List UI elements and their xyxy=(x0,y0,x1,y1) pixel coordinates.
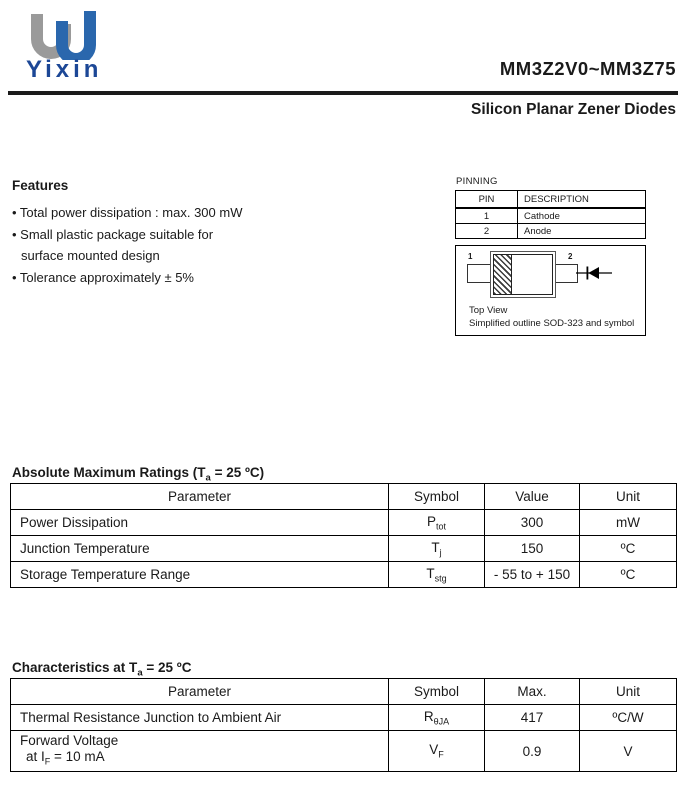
cell-symbol: $T_{stg}$ xyxy=(389,562,485,588)
abs-max-title: Absolute Maximum Ratings ($T_a = 25$ ºC) xyxy=(12,465,265,484)
col-header-parameter: Parameter xyxy=(11,484,389,510)
cell-value: 0.9 xyxy=(485,731,580,772)
abs-max-header-row xyxy=(11,484,677,510)
features-section xyxy=(12,178,342,288)
cell-symbol: $V_F$ xyxy=(389,731,485,772)
cell-unit: ºC xyxy=(580,536,677,562)
col-header-unit: Unit xyxy=(580,679,677,705)
table-row xyxy=(11,510,677,536)
cell-pin: 1 xyxy=(456,208,518,224)
table-row xyxy=(11,731,677,772)
feature-item: • Tolerance approximately ± 5% xyxy=(12,269,194,285)
cell-description: Anode xyxy=(518,224,646,239)
package-pin1-lead xyxy=(467,264,492,283)
abs-max-table xyxy=(10,483,677,588)
cell-value: 417 xyxy=(485,705,580,731)
table-row xyxy=(456,224,646,239)
characteristics-table xyxy=(10,678,677,772)
cell-value: - 55 to + 150 xyxy=(485,562,580,588)
brand-name: Yixin xyxy=(26,56,103,83)
cell-parameter: Forward Voltage at $I_F = 10$ mA xyxy=(11,731,389,772)
features-heading: Features xyxy=(12,178,69,193)
page-subtitle: Silicon Planar Zener Diodes xyxy=(470,101,676,118)
cell-description: Cathode xyxy=(518,208,646,224)
feature-item-continuation: surface mounted design xyxy=(21,248,160,263)
cell-parameter: Junction Temperature xyxy=(11,536,389,562)
col-header-description: DESCRIPTION xyxy=(518,191,646,209)
cell-unit: V xyxy=(580,731,677,772)
col-header-unit: Unit xyxy=(580,484,677,510)
brand-logo-u-icon xyxy=(26,8,106,60)
table-row xyxy=(11,705,677,731)
col-header-value: Value xyxy=(485,484,580,510)
pin1-label: 1 xyxy=(468,252,473,261)
package-outline-box xyxy=(455,245,646,336)
cell-symbol: $T_j$ xyxy=(389,536,485,562)
cell-unit: ºC xyxy=(580,562,677,588)
col-header-parameter: Parameter xyxy=(11,679,389,705)
zener-diode-symbol-icon xyxy=(576,265,612,281)
package-body xyxy=(490,251,556,298)
table-row xyxy=(11,536,677,562)
page-title-part-number: MM3Z2V0~MM3Z75 xyxy=(499,58,676,79)
feature-item: • Total power dissipation : max. 300 mW xyxy=(12,205,243,220)
pinning-header-row xyxy=(456,191,646,209)
cell-parameter: Power Dissipation xyxy=(11,510,389,536)
col-header-symbol: Symbol xyxy=(389,679,485,705)
package-pin2-lead xyxy=(553,264,578,283)
characteristics-title: Characteristics at $T_a = 25$ ºC xyxy=(12,660,192,679)
cell-symbol: $P_{tot}$ xyxy=(389,510,485,536)
cell-value: 150 xyxy=(485,536,580,562)
table-row xyxy=(11,562,677,588)
cathode-band xyxy=(494,255,512,294)
cell-symbol: $R_{\theta JA}$ xyxy=(389,705,485,731)
pinning-table xyxy=(455,190,646,239)
col-header-max: Max. xyxy=(485,679,580,705)
col-header-pin: PIN xyxy=(456,191,518,209)
package-caption-top-view: Top View xyxy=(469,305,508,316)
package-body-inner xyxy=(493,254,553,295)
package-caption-outline: Simplified outline SOD-323 and symbol xyxy=(469,318,635,329)
cell-pin: 2 xyxy=(456,224,518,239)
pin2-label: 2 xyxy=(568,252,573,261)
cell-unit: ºC/W xyxy=(580,705,677,731)
col-header-symbol: Symbol xyxy=(389,484,485,510)
table-row xyxy=(456,208,646,224)
pinning-heading: PINNING xyxy=(456,176,498,187)
header-rule xyxy=(8,91,678,95)
cell-parameter: Storage Temperature Range xyxy=(11,562,389,588)
characteristics-header-row xyxy=(11,679,677,705)
cell-unit: mW xyxy=(580,510,677,536)
cell-parameter: Thermal Resistance Junction to Ambient Air xyxy=(11,705,389,731)
cell-value: 300 xyxy=(485,510,580,536)
feature-item: • Small plastic package suitable for xyxy=(12,226,214,242)
